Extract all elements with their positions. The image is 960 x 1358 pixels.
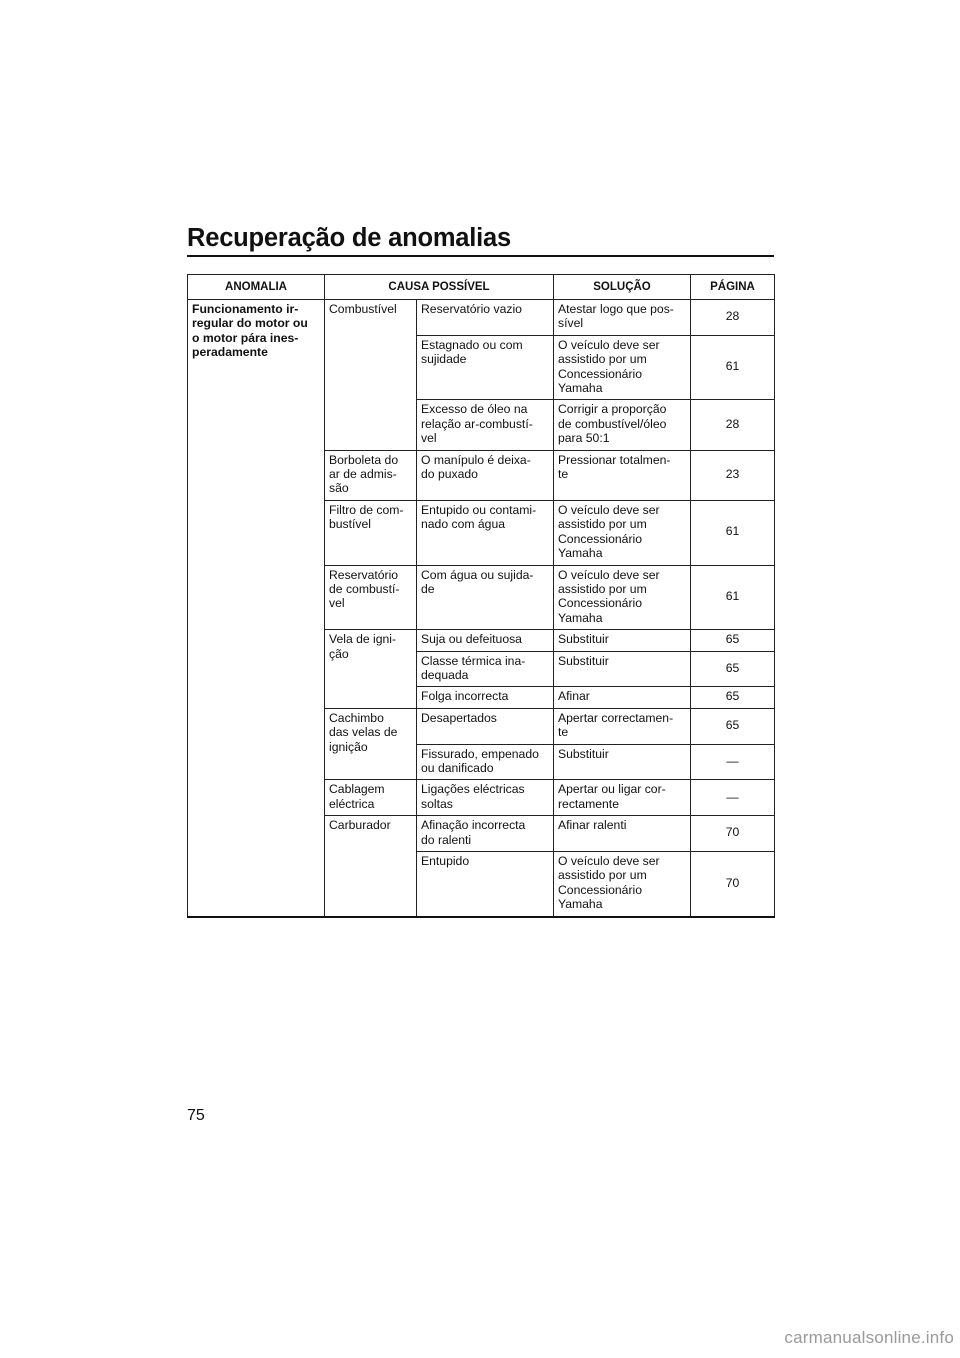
watermark: carmanualsonline.info <box>784 1328 954 1347</box>
cause-cell <box>417 400 554 450</box>
page-number: 75 <box>187 1107 205 1124</box>
component-text: Carburador <box>329 818 391 833</box>
troubleshooting-table <box>187 274 775 918</box>
solution-cell <box>554 500 691 565</box>
component-text: Vela de igni- ção <box>329 632 397 661</box>
cause-text: Excesso de óleo na relação ar-combustí- vel <box>421 402 533 446</box>
cause-text: Reservatório vazio <box>421 302 522 316</box>
solution-text: Corrigir a proporção de combustível/óleo para 50:1 <box>558 402 667 446</box>
solution-cell <box>554 300 691 336</box>
cause-cell <box>417 852 554 917</box>
component-cell <box>325 565 417 630</box>
page-cell <box>691 565 775 630</box>
solution-text: Atestar logo que pos- sível <box>558 302 674 331</box>
cause-cell <box>417 651 554 687</box>
component-text: Cablagem eléctrica <box>329 782 385 811</box>
component-cell <box>325 708 417 780</box>
cause-text: Suja ou defeituosa <box>421 632 522 647</box>
page-cell <box>691 687 775 708</box>
solution-cell <box>554 630 691 651</box>
cause-cell <box>417 708 554 744</box>
solution-text: Afinar ralenti <box>558 818 627 833</box>
page-text: 65 <box>725 632 740 647</box>
solution-cell <box>554 450 691 500</box>
solution-cell <box>554 335 691 400</box>
solution-text: O veículo deve ser assistido por um Concessionário Yamaha <box>558 337 660 396</box>
table-header-row <box>188 275 775 300</box>
page-cell <box>691 816 775 852</box>
page-text: 61 <box>725 359 740 374</box>
cause-text: Com água ou sujida- de <box>421 567 534 596</box>
solution-cell <box>554 565 691 630</box>
page-cell <box>691 500 775 565</box>
anomaly-text: Funcionamento ir- regular do motor ou o motor pára ines- peradamente <box>192 302 308 360</box>
cause-text: Fissurado, empenado ou danificado <box>421 746 539 775</box>
header-anomaly: ANOMALIA <box>188 275 325 300</box>
page-text: 23 <box>725 467 740 482</box>
solution-text: Apertar correctamen- te <box>558 710 674 740</box>
page-cell <box>691 335 775 400</box>
page-text: 70 <box>725 875 740 890</box>
page-cell <box>691 852 775 917</box>
solution-text: Substituir <box>558 746 609 761</box>
cause-cell <box>417 816 554 852</box>
page-text: — <box>726 753 739 768</box>
page-cell <box>691 450 775 500</box>
page-text: 70 <box>725 825 740 840</box>
cause-text: Classe térmica ina- dequada <box>421 653 526 682</box>
cause-cell <box>417 565 554 630</box>
solution-cell <box>554 744 691 780</box>
cause-cell <box>417 780 554 816</box>
solution-cell <box>554 400 691 450</box>
page-cell <box>691 651 775 687</box>
solution-text: O veículo deve ser assistido por um Concessionário Yamaha <box>558 567 660 625</box>
header-solution: SOLUÇÃO <box>554 275 691 300</box>
page-text: 28 <box>725 416 740 431</box>
cause-cell <box>417 744 554 780</box>
cause-text: Estagnado ou com sujidade <box>421 337 523 367</box>
cause-text: Afinação incorrecta do ralenti <box>421 818 526 847</box>
page-title: Recuperação de anomalias <box>187 224 512 252</box>
page-text: 28 <box>725 309 740 324</box>
page-cell <box>691 300 775 336</box>
cause-text: Ligações eléctricas soltas <box>421 782 525 811</box>
component-text: Borboleta do ar de admis- são <box>329 452 399 496</box>
page-cell <box>691 744 775 780</box>
solution-cell <box>554 708 691 744</box>
component-cell <box>325 816 417 917</box>
cause-cell <box>417 687 554 708</box>
cause-text: Entupido ou contami- nado com água <box>421 502 537 532</box>
cause-cell <box>417 630 554 651</box>
cause-cell <box>417 335 554 400</box>
component-text: Reservatório de combustí- vel <box>329 567 400 611</box>
page-text: — <box>726 789 739 804</box>
page-text: 65 <box>725 717 740 732</box>
solution-text: Apertar ou ligar cor- rectamente <box>558 782 666 811</box>
header-cause: CAUSA POSSÍVEL <box>325 275 554 300</box>
page-text: 65 <box>725 660 740 675</box>
solution-text: Pressionar totalmen- te <box>558 452 671 482</box>
component-text: Filtro de com- bustível <box>329 502 404 532</box>
solution-text: Substituir <box>558 632 609 647</box>
component-cell <box>325 500 417 565</box>
solution-cell <box>554 651 691 687</box>
cause-cell <box>417 300 554 336</box>
solution-cell <box>554 816 691 852</box>
cause-text: Folga incorrecta <box>421 689 509 704</box>
page-text: 61 <box>725 589 740 604</box>
table-body <box>188 300 775 917</box>
page-text: 65 <box>725 689 740 704</box>
header-page: PÁGINA <box>691 275 775 300</box>
component-cell <box>325 300 417 451</box>
solution-text: Afinar <box>558 689 590 704</box>
title-rule <box>187 255 774 257</box>
cause-text: Desapertados <box>421 710 497 725</box>
solution-cell <box>554 687 691 708</box>
cause-cell <box>417 450 554 500</box>
table-row <box>188 300 775 336</box>
page-cell <box>691 630 775 651</box>
component-text: Combustível <box>329 302 397 316</box>
component-cell <box>325 450 417 500</box>
page-cell <box>691 708 775 744</box>
solution-text: O veículo deve ser assistido por um Concessionário Yamaha <box>558 854 660 912</box>
component-text: Cachimbo das velas de ignição <box>329 710 398 754</box>
component-cell <box>325 630 417 709</box>
solution-cell <box>554 852 691 917</box>
solution-text: O veículo deve ser assistido por um Concessionário Yamaha <box>558 502 660 561</box>
component-cell <box>325 780 417 816</box>
cause-text: O manípulo é deixa- do puxado <box>421 452 531 482</box>
anomaly-cell <box>188 300 325 917</box>
solution-cell <box>554 780 691 816</box>
cause-cell <box>417 500 554 565</box>
page-cell <box>691 780 775 816</box>
cause-text: Entupido <box>421 854 470 868</box>
solution-text: Substituir <box>558 653 609 668</box>
page-text: 61 <box>725 524 740 539</box>
page-cell <box>691 400 775 450</box>
